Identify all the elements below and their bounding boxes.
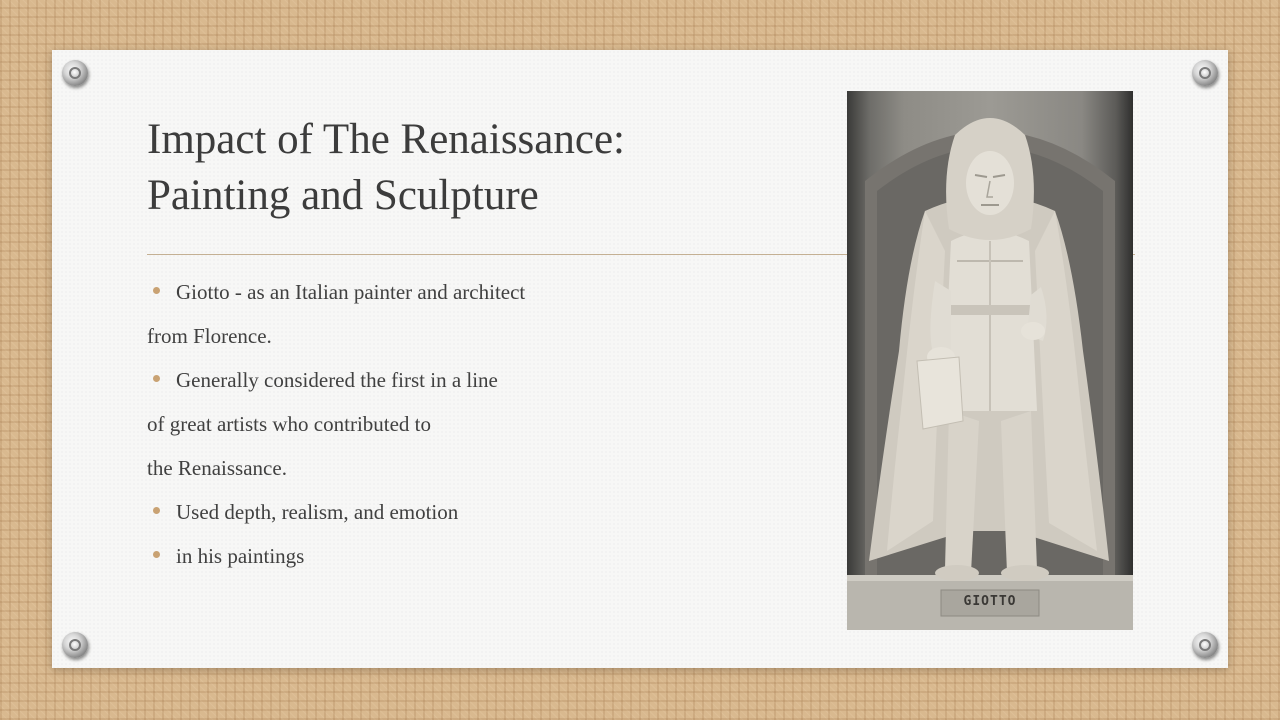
thumbtack-icon (1192, 632, 1218, 658)
body-line-bullet: in his paintings (147, 534, 787, 578)
giotto-statue-photo (847, 91, 1133, 630)
body-line: from Florence. (147, 324, 272, 348)
slide-card (52, 50, 1228, 668)
body-line-bullet: Used depth, realism, and emotion (147, 490, 787, 534)
slide-title-line-2: Painting and Sculpture (147, 172, 539, 219)
slide-title (147, 112, 827, 224)
body-line-bullet: Generally considered the first in a line (147, 358, 787, 402)
thumbtack-icon (62, 60, 88, 86)
thumbtack-icon (1192, 60, 1218, 86)
body-line-bullet: Giotto - as an Italian painter and architect (147, 270, 787, 314)
body-line: the Renaissance. (147, 456, 287, 480)
body-line: of great artists who contributed to (147, 412, 432, 436)
thumbtack-icon (62, 632, 88, 658)
slide-body (147, 270, 787, 578)
statue-plaque-label: GIOTTO (963, 594, 1017, 609)
statue-illustration (847, 91, 1133, 630)
slide-title-line-1: Impact of The Renaissance: (147, 116, 625, 163)
